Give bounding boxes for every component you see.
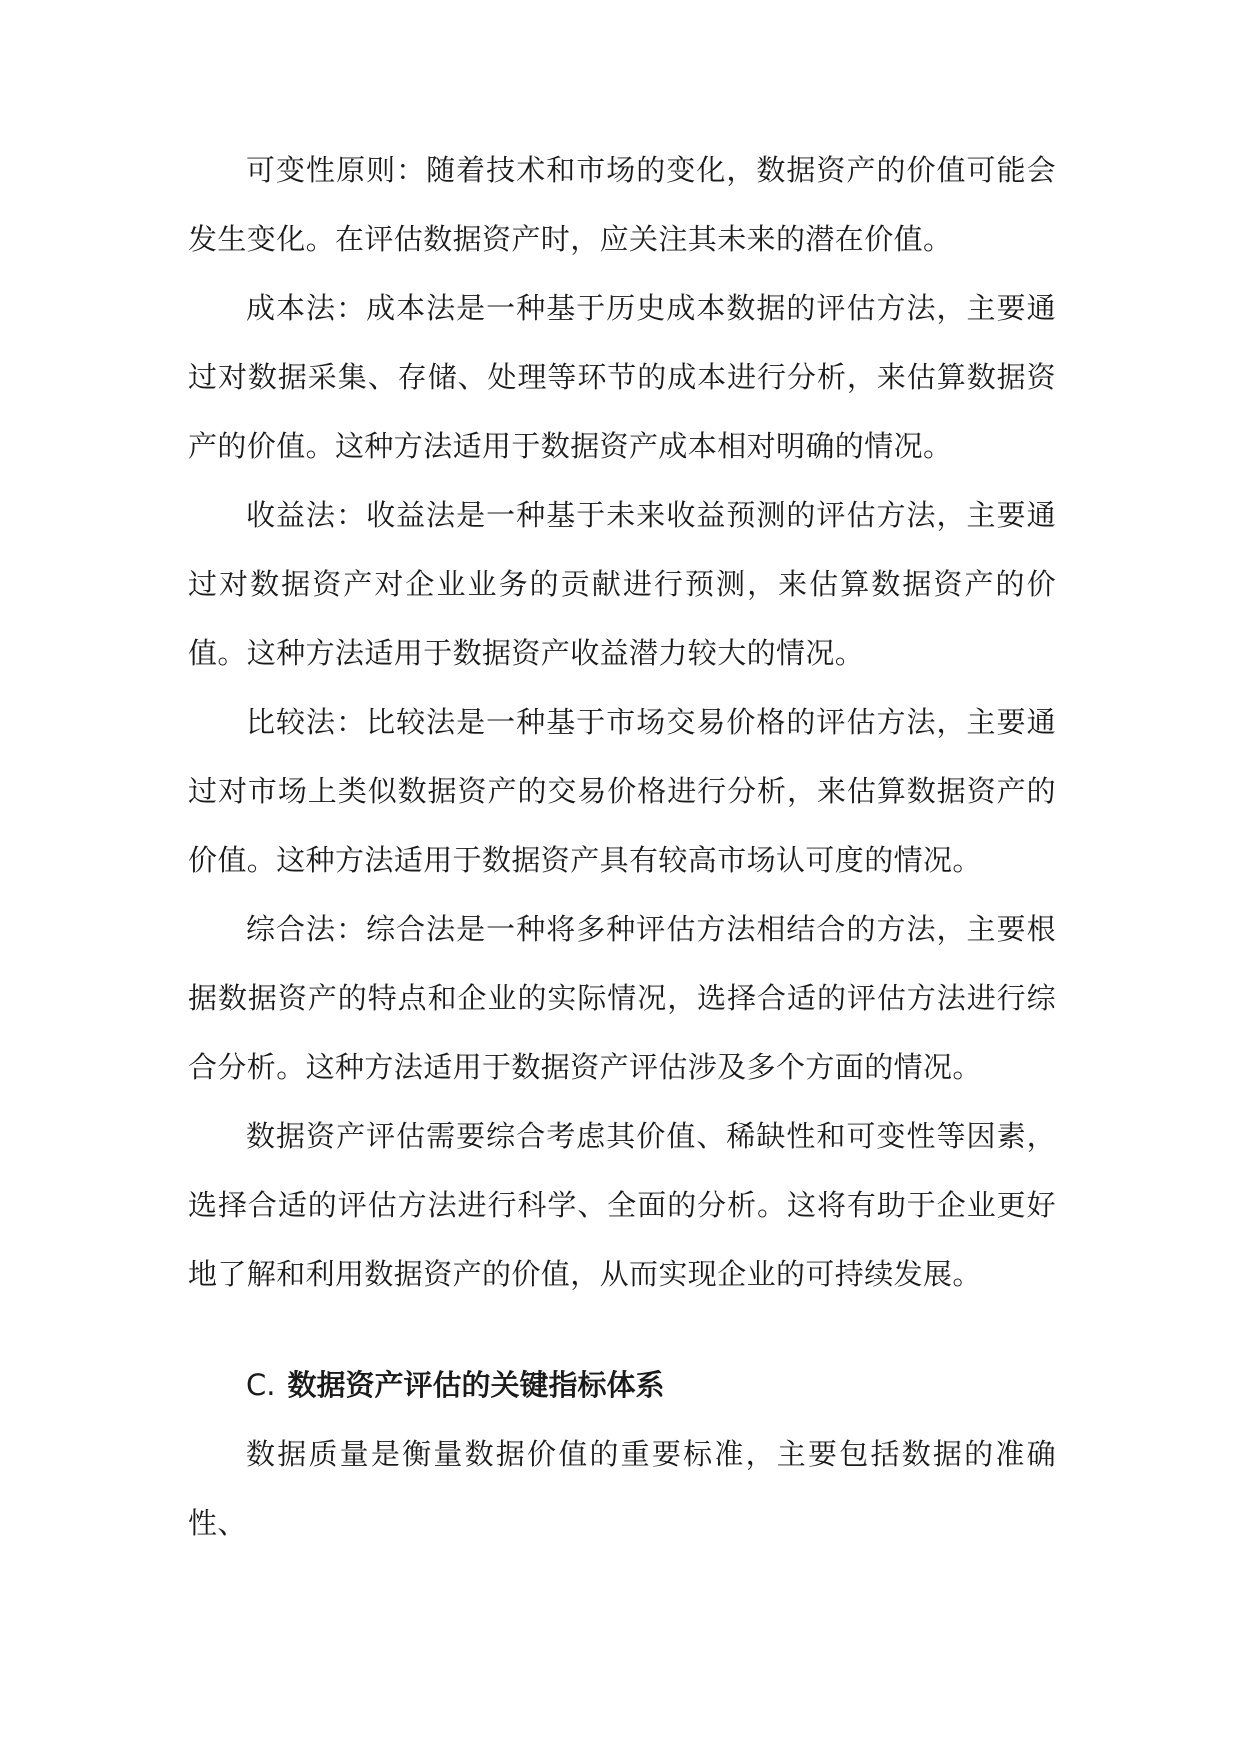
paragraph-comprehensive-method: 综合法：综合法是一种将多种评估方法相结合的方法，主要根据数据资产的特点和企业的实际情况，选择合适的评估方法进行综合分析。这种方法适用于数据资产评估涉及多个方面的情况。 [188, 912, 1056, 1084]
paragraph-comparison-method: 比较法：比较法是一种基于市场交易价格的评估方法，主要通过对市场上类似数据资产的交易价格进行分析，来估算数据资产的价值。这种方法适用于数据资产具有较高市场认可度的情况。 [188, 705, 1056, 877]
section-heading [188, 1351, 1056, 1420]
section-title: 数据资产评估的关键指标体系 [287, 1368, 665, 1402]
paragraph-variability-principle: 可变性原则：随着技术和市场的变化，数据资产的价值可能会发生变化。在评估数据资产时，应关注其未来的潜在价值。 [188, 153, 1056, 256]
paragraph-data-quality: 数据质量是衡量数据价值的重要标准，主要包括数据的准确性、 [188, 1437, 1056, 1540]
paragraph-income-method: 收益法：收益法是一种基于未来收益预测的评估方法，主要通过对数据资产对企业业务的贡献进行预测，来估算数据资产的价值。这种方法适用于数据资产收益潜力较大的情况。 [188, 498, 1056, 670]
paragraph-cost-method: 成本法：成本法是一种基于历史成本数据的评估方法，主要通过对数据采集、存储、处理等环节的成本进行分析，来估算数据资产的价值。这种方法适用于数据资产成本相对明确的情况。 [188, 291, 1056, 463]
document-page [188, 136, 1056, 1558]
section-number: C. [246, 1368, 276, 1402]
paragraph-summary: 数据资产评估需要综合考虑其价值、稀缺性和可变性等因素，选择合适的评估方法进行科学、全面的分析。这将有助于企业更好地了解和利用数据资产的价值，从而实现企业的可持续发展。 [188, 1119, 1056, 1291]
